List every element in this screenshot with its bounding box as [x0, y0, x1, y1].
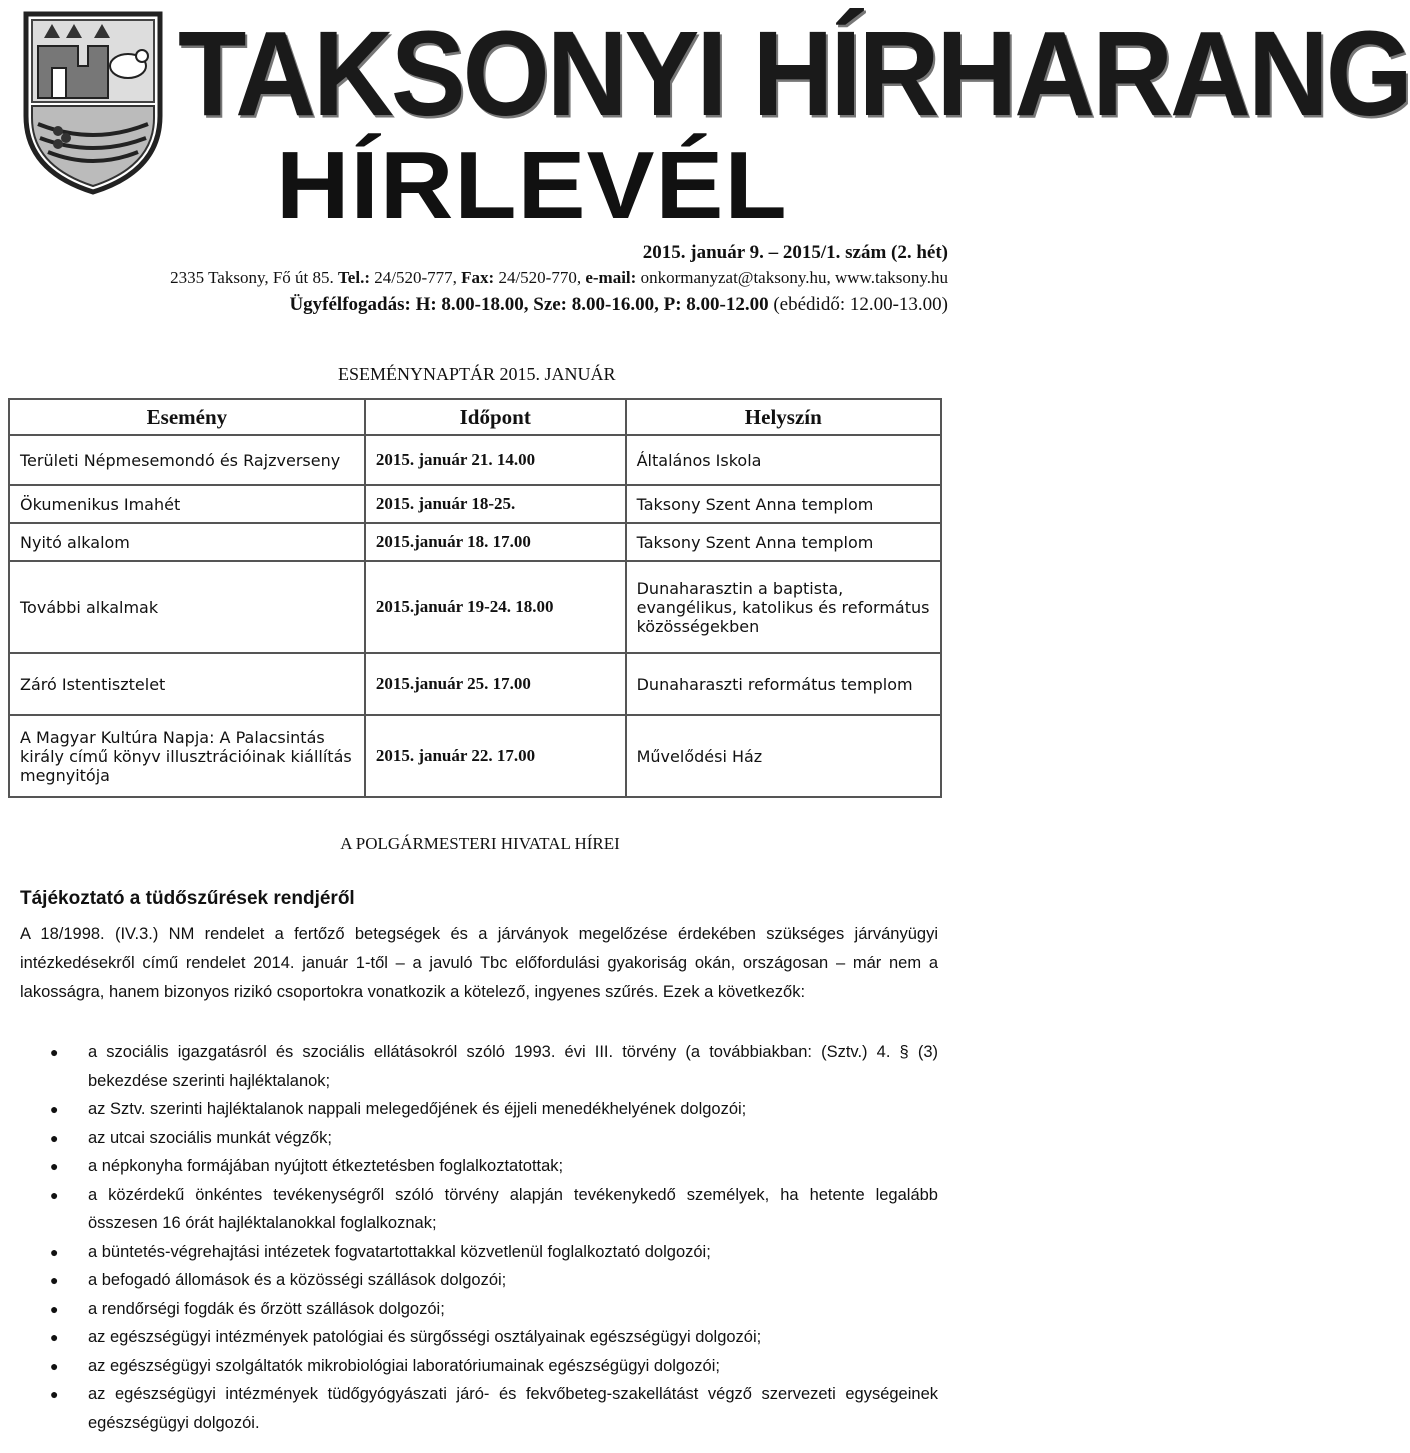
tel-label: Tel.: [338, 268, 370, 287]
event-cell: Záró Istentisztelet [9, 653, 365, 715]
header-event: Esemény [9, 399, 365, 435]
email-web-link[interactable]: onkormanyzat@taksony.hu, www.taksony.hu [640, 268, 948, 287]
section-title: A POLGÁRMESTERI HIVATAL HÍREI [340, 834, 620, 853]
issue-date: 2015. január 9. – 2015/1. szám (2. hét) [642, 242, 948, 263]
list-item: ● az egészségügyi intézmények tüdőgyógyászati járó- és fekvőbeteg-szakellátást végző szervezeti egységeinek egészségügyi dolgozói. [50, 1380, 938, 1437]
table-header-row [9, 399, 941, 435]
office-hours [8, 294, 948, 316]
place-cell: Taksony Szent Anna templom [626, 523, 941, 561]
place-cell: Dunaharasztin a baptista, evangélikus, katolikus és református közösségekben [626, 561, 941, 653]
table-row [9, 523, 941, 561]
list-item: ● az egészségügyi intézmények patológiai és sürgősségi osztályainak egészségügyi dolgozói; [50, 1323, 938, 1352]
time-cell: 2015.január 19-24. 18.00 [365, 561, 626, 653]
header-place: Helyszín [626, 399, 941, 435]
table-row [9, 435, 941, 485]
event-cell: Területi Népmesemondó és Rajzverseny [9, 435, 365, 485]
list-item: ● a befogadó állomások és a közösségi szállások dolgozói; [50, 1266, 938, 1295]
taksony-coat-of-arms-icon [18, 6, 168, 196]
tel-number: 24/520-777, [374, 268, 457, 287]
list-item: ● az utcai szociális munkát végzők; [50, 1124, 938, 1153]
newsletter-subtitle: HÍRLEVÉL [276, 132, 788, 239]
masthead [0, 0, 1410, 240]
list-item: ● az Sztv. szerinti hajléktalanok nappali melegedőjének és éjjeli menedékhelyének dolgozói; [50, 1095, 938, 1124]
table-row [9, 485, 941, 523]
fax-label: Fax: [461, 268, 495, 287]
office-hours-lunch: (ebédidő: 12.00-13.00) [773, 294, 948, 315]
list-item: ● a népkonyha formájában nyújtott étkeztetésben foglalkoztatottak; [50, 1152, 938, 1181]
list-item: ● a szociális igazgatásról és szociális ellátásokról szóló 1993. évi III. törvény (a továbbiakban: (Sztv.) 4. § (3) bekezdése szerinti hajléktalanok; [50, 1038, 938, 1095]
risk-group-list [50, 1038, 938, 1437]
place-cell: Dunaharaszti református templom [626, 653, 941, 715]
place-cell: Általános Iskola [626, 435, 941, 485]
newspaper-title: TAKSONYI HÍRHARANG [178, 6, 1410, 142]
table-row [9, 561, 941, 653]
event-cell: A Magyar Kultúra Napja: A Palacsintás király című könyv illusztrációinak kiállítás megnyitója [9, 715, 365, 797]
header-time: Időpont [365, 399, 626, 435]
event-cell: Nyitó alkalom [9, 523, 365, 561]
time-cell: 2015.január 18. 17.00 [365, 523, 626, 561]
email-label: e-mail: [585, 268, 637, 287]
list-item: ● az egészségügyi szolgáltatók mikrobiológiai laboratóriumainak egészségügyi dolgozói; [50, 1352, 938, 1381]
time-cell: 2015. január 21. 14.00 [365, 435, 626, 485]
contact-line [8, 268, 948, 288]
list-item: ● a büntetés-végrehajtási intézetek fogvatartottakkal közvetlenül foglalkoztató dolgozói; [50, 1238, 938, 1267]
table-row [9, 653, 941, 715]
notice-title: Tájékoztató a tüdőszűrések rendjéről [20, 888, 355, 909]
event-cell: További alkalmak [9, 561, 365, 653]
event-cell: Ökumenikus Imahét [9, 485, 365, 523]
event-calendar-table [8, 398, 942, 798]
list-item: ● a közérdekű önkéntes tevékenységről szóló törvény alapján tevékenykedő személyek, ha hetente legalább összesen 16 órát hajléktalanokkal foglalkoznak; [50, 1181, 938, 1238]
address: 2335 Taksony, Fő út 85. [170, 268, 334, 287]
time-cell: 2015. január 22. 17.00 [365, 715, 626, 797]
time-cell: 2015. január 18-25. [365, 485, 626, 523]
place-cell: Taksony Szent Anna templom [626, 485, 941, 523]
notice-body: A 18/1998. (IV.3.) NM rendelet a fertőző betegségek és a járványok megelőzése érdekében szükséges járványügyi intézkedésekről című rendelet 2014. január 1-től – a javuló Tbc előfordulási gyakoriság okán, országosan – már nem a lakosságra, hanem bizonyos rizikó csoportokra vonatkozik a kötelező, ingyenes szűrés. Ezek a következők: [20, 925, 938, 1001]
list-item: ● a rendőrségi fogdák és őrzött szállások dolgozói; [50, 1295, 938, 1324]
event-calendar-title: ESEMÉNYNAPTÁR 2015. JANUÁR [338, 364, 616, 384]
time-cell: 2015.január 25. 17.00 [365, 653, 626, 715]
office-hours-main: Ügyfélfogadás: H: 8.00-18.00, Sze: 8.00-16.00, P: 8.00-12.00 [289, 294, 769, 315]
fax-number: 24/520-770, [498, 268, 582, 287]
place-cell: Művelődési Ház [626, 715, 941, 797]
table-row [9, 715, 941, 797]
